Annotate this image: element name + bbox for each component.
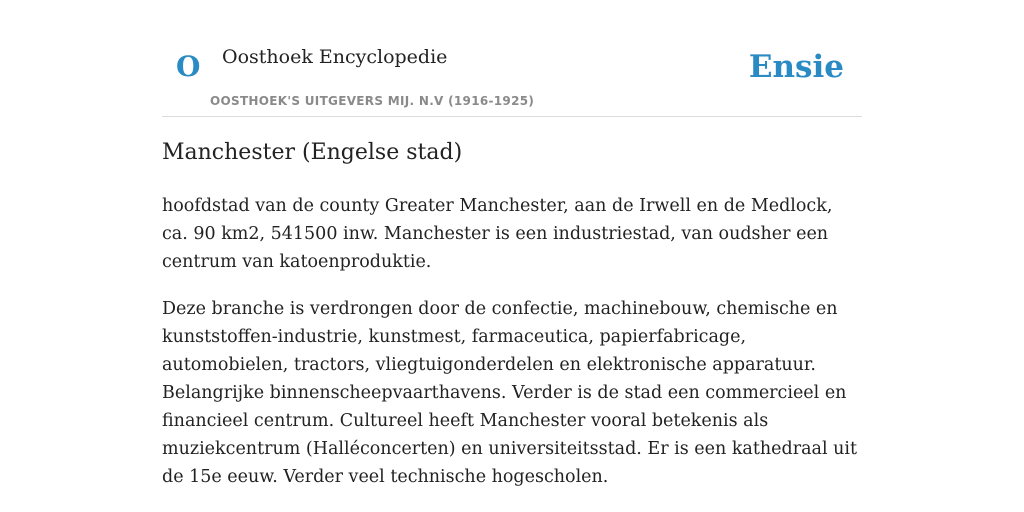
page-title: Manchester (Engelse stad) <box>162 140 463 165</box>
source-title[interactable]: Oosthoek Encyclopedie <box>222 46 448 68</box>
source-header <box>162 36 862 117</box>
article-paragraph-1: hoofdstad van de county Greater Manchester, aan de Irwell en de Medlock, ca. 90 km2, 541500 inw. Manchester is een industriestad, van oudsher een centrum van katoenproduktie. <box>162 196 833 272</box>
article-paragraph-2: Deze branche is verdrongen door de confectie, machinebouw, chemische en kunststoffen-industrie, kunstmest, farmaceutica, papierfabricage, automobielen, tractors, vliegtuigonderdelen en elektronische apparatuur. Belangrijke binnenscheepvaarthavens. Verder is de stad een commercieel en financieel centrum. Cultureel heeft Manchester vooral betekenis als muziekcentrum (Halléconcerten) en universiteitsstad. Er is een kathedraal uit de 15e eeuw. Verder veel technische hogescholen. <box>162 299 858 487</box>
source-logo-icon: O <box>176 50 201 83</box>
brand-logo-link[interactable]: Ensie <box>748 49 844 85</box>
source-publisher: OOSTHOEK'S UITGEVERS MIJ. N.V (1916-1925) <box>210 94 535 108</box>
